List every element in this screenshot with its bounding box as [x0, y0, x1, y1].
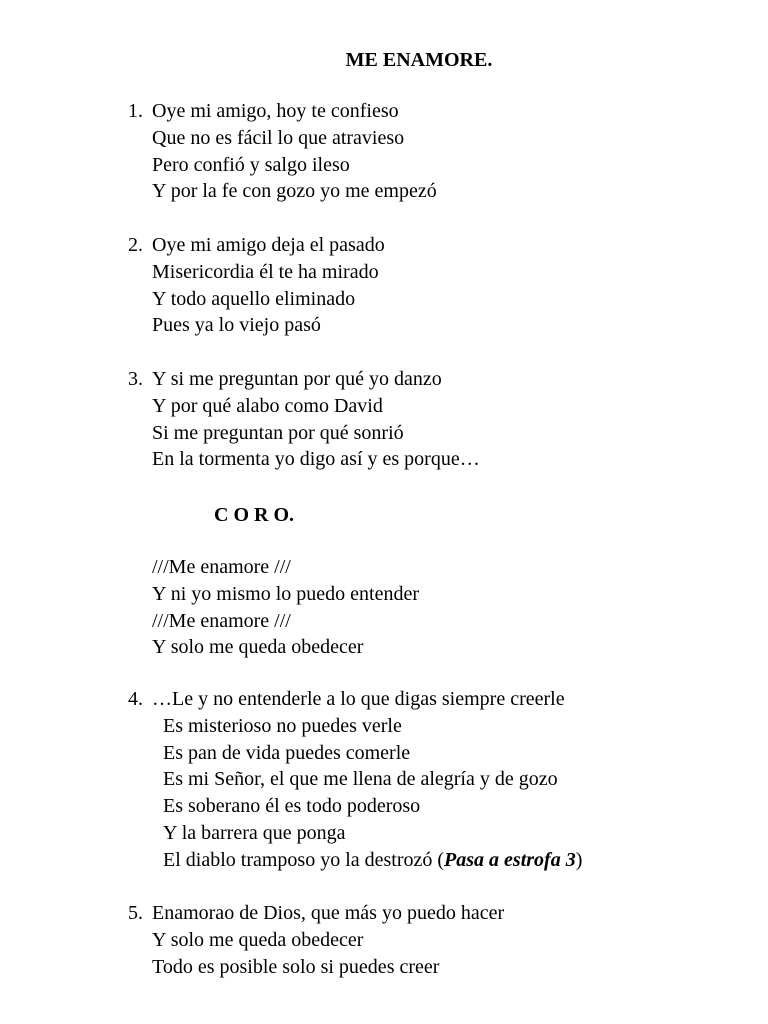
stanza-line: Es pan de vida puedes comerle [163, 741, 411, 764]
stanza-line: Y solo me queda obedecer [152, 928, 364, 951]
stanza-number: 3. [128, 368, 143, 390]
stanza-number: 5. [128, 902, 143, 924]
stanza-4 [128, 686, 582, 874]
stanza-line: 1. Oye mi amigo, hoy te confieso [128, 98, 437, 125]
stanza-line: El diablo tramposo yo la destrozó (Pasa a estrofa 3) [163, 848, 583, 871]
stanza-2 [128, 232, 385, 339]
chorus-line: ///Me enamore /// [152, 609, 291, 632]
stanza-1 [128, 98, 437, 205]
stanza-line: Y la barrera que ponga [163, 821, 346, 844]
stanza-line: Es misterioso no puedes verle [163, 714, 402, 737]
stanza-line: 5. Enamorao de Dios, que más yo puedo hacer [128, 900, 504, 927]
stanza-number: 1. [128, 100, 143, 122]
song-title: ME ENAMORE. [345, 49, 493, 71]
stanza-5 [128, 900, 504, 980]
stanza-number: 4. [128, 688, 143, 710]
chorus-line: Y solo me queda obedecer [152, 636, 364, 659]
stanza-line: Misericordia él te ha mirado [152, 260, 379, 283]
stanza-line: Y por qué alabo como David [152, 394, 383, 417]
stanza-line: Y todo aquello eliminado [152, 287, 356, 310]
stanza-line: Es mi Señor, el que me llena de alegría y de gozo [163, 768, 558, 791]
stanza-line: Es soberano él es todo poderoso [163, 795, 421, 818]
stanza-line: Y por la fe con gozo yo me empezó [152, 180, 437, 203]
chorus-line: Y ni yo mismo lo puedo entender [152, 582, 419, 605]
chorus [128, 554, 419, 661]
chorus-line: ///Me enamore /// [152, 556, 291, 578]
stanza-line: 3. Y si me preguntan por qué yo danzo [128, 366, 480, 393]
stanza-number: 2. [128, 234, 143, 256]
stanza-line: Si me preguntan por qué sonrió [152, 421, 404, 444]
chorus-heading: C O R O. [214, 504, 294, 526]
stanza-line: 2. Oye mi amigo deja el pasado [128, 232, 385, 259]
stanza-line: Pero confió y salgo ileso [152, 153, 350, 176]
stanza-line: Pues ya lo viejo pasó [152, 314, 321, 337]
stanza-line: En la tormenta yo digo así y es porque… [152, 448, 480, 471]
stanza-line: Todo es posible solo si puedes creer [152, 955, 440, 978]
stanza-3 [128, 366, 480, 473]
stanza-line: 4. …Le y no entenderle a lo que digas siempre creerle [128, 686, 582, 713]
stanza-note: Pasa a estrofa 3 [444, 848, 576, 871]
stanza-line: Que no es fácil lo que atravieso [152, 126, 405, 149]
